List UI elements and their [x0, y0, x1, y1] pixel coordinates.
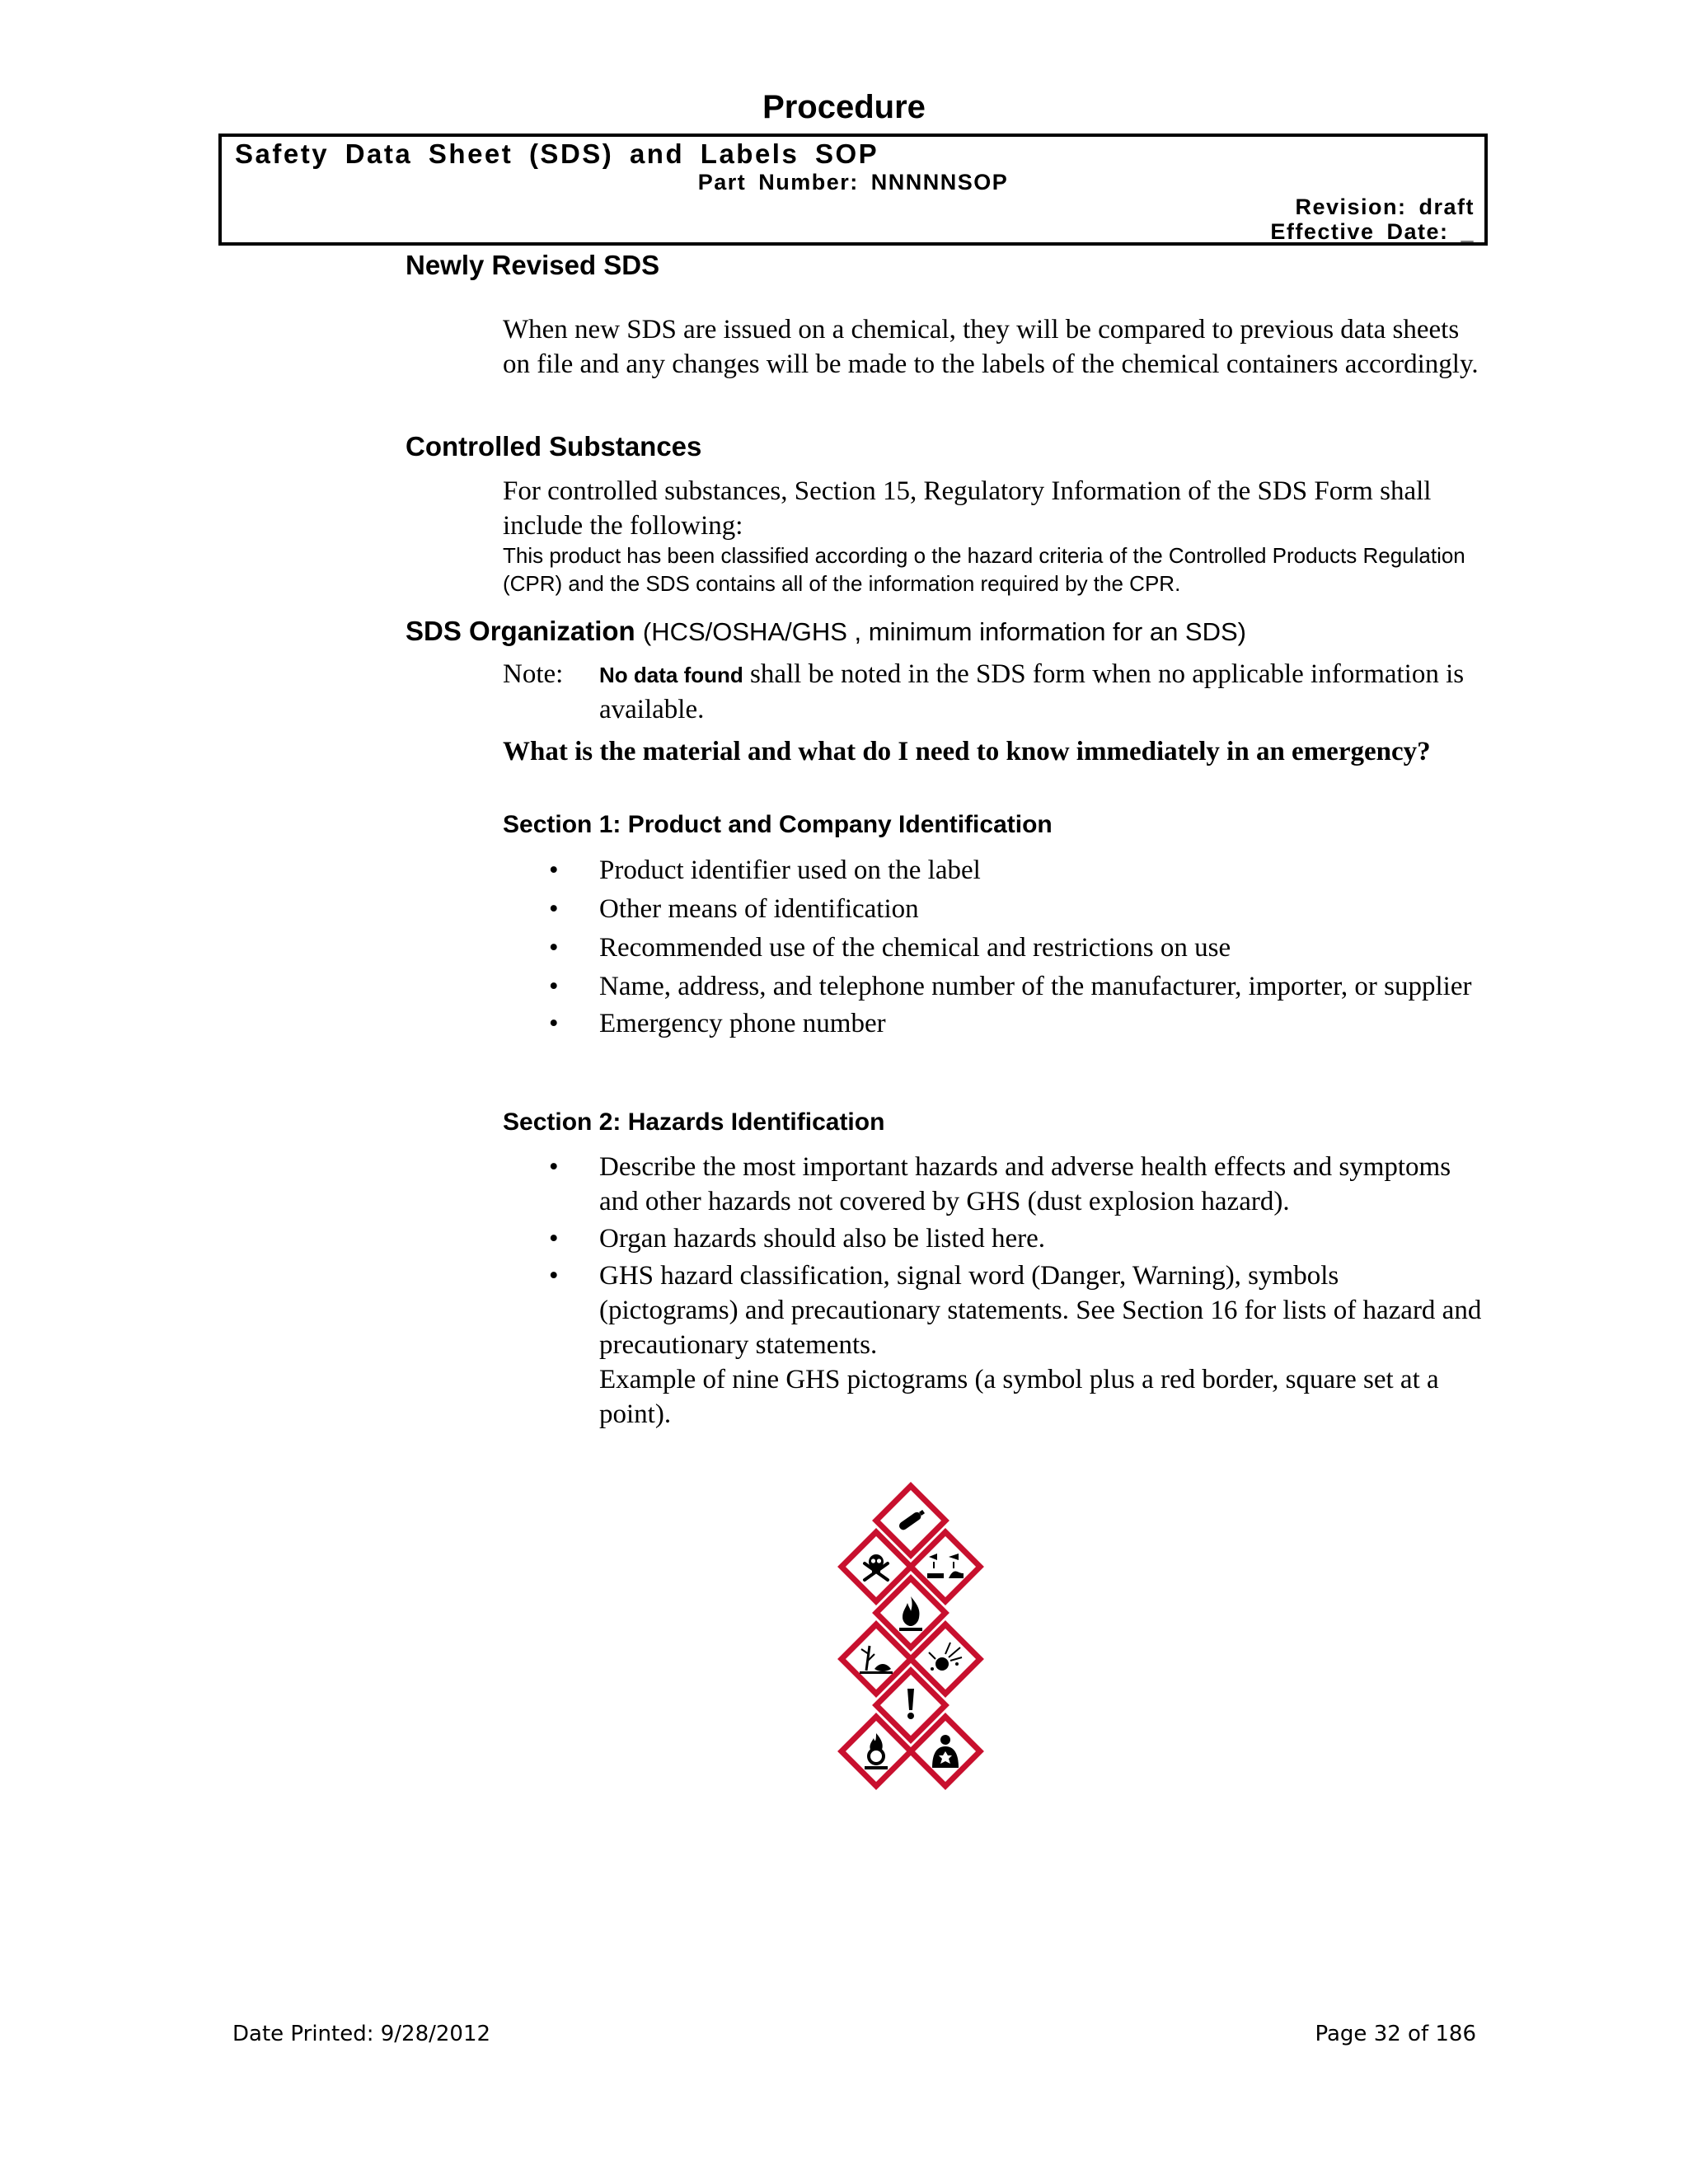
- controlled-statement: This product has been classified according o the hazard criteria of the Controlled Products Regulation (CPR) and the SDS contains all of the information required by the CPR.: [503, 543, 1465, 596]
- heading-controlled-substances: Controlled Substances: [406, 431, 702, 462]
- note-rest: shall be noted in the SDS form when no applicable information is available.: [599, 659, 1465, 724]
- part-number: Part Number: NNNNNSOP: [697, 170, 1009, 194]
- ghs-pictograms: [824, 1478, 1006, 1807]
- pictogram-example-text: Example of nine GHS pictograms (a symbol plus a red border, square set at a point).: [599, 1365, 1439, 1429]
- page-title: Procedure: [762, 89, 926, 125]
- section-1-heading: Section 1: Product and Company Identification: [503, 811, 1053, 838]
- list-item: • Name, address, and telephone number of the manufacturer, importer, or supplier: [503, 969, 1484, 1004]
- note-label: Note:: [503, 659, 564, 689]
- footer-page-number: Page 32 of 186: [1315, 2022, 1476, 2046]
- sds-organization-subtitle: (HCS/OSHA/GHS , minimum information for an SDS): [642, 617, 1246, 646]
- list-item: • Emergency phone number: [503, 1006, 1484, 1041]
- note-body: [599, 657, 1484, 727]
- document-header-box: [218, 134, 1488, 246]
- list-item: • Recommended use of the chemical and restrictions on use: [503, 930, 1484, 965]
- ghs-classification-text: GHS hazard classification, signal word (Danger, Warning), symbols (pictograms) and precautionary statements. See Section 16 for lists of hazard and precautionary statements.: [599, 1261, 1482, 1360]
- sds-organization-title: SDS Organization: [406, 616, 635, 646]
- list-item: • Describe the most important hazards and adverse health effects and symptoms and other hazards not covered by GHS (dust explosion hazard).: [503, 1150, 1484, 1219]
- section-1-list: [503, 853, 1484, 1041]
- heading-newly-revised-sds: Newly Revised SDS: [406, 250, 660, 280]
- emergency-question: What is the material and what do I need to know immediately in an emergency?: [503, 737, 1431, 766]
- revision: Revision: draft: [1295, 194, 1475, 219]
- controlled-body: For controlled substances, Section 15, Regulatory Information of the SDS Form shall include the following:: [503, 476, 1432, 541]
- list-item: [503, 1258, 1484, 1432]
- heading-sds-organization: [406, 616, 1246, 647]
- section-2-list: [503, 1150, 1484, 1432]
- section-2-heading: Section 2: Hazards Identification: [503, 1108, 885, 1136]
- effective-date: Effective Date: _: [1270, 219, 1475, 244]
- newly-revised-body: When new SDS are issued on a chemical, they will be compared to previous data sheets on file and any changes will be made to the labels of the chemical containers accordingly.: [503, 315, 1479, 379]
- footer-date-printed: Date Printed: 9/28/2012: [232, 2022, 491, 2046]
- note-strong: No data found: [599, 663, 743, 687]
- list-item: • Organ hazards should also be listed here.: [503, 1221, 1484, 1256]
- list-item: • Other means of identification: [503, 892, 1484, 926]
- list-item: • Product identifier used on the label: [503, 853, 1484, 888]
- sop-title: Safety Data Sheet (SDS) and Labels SOP: [235, 138, 879, 169]
